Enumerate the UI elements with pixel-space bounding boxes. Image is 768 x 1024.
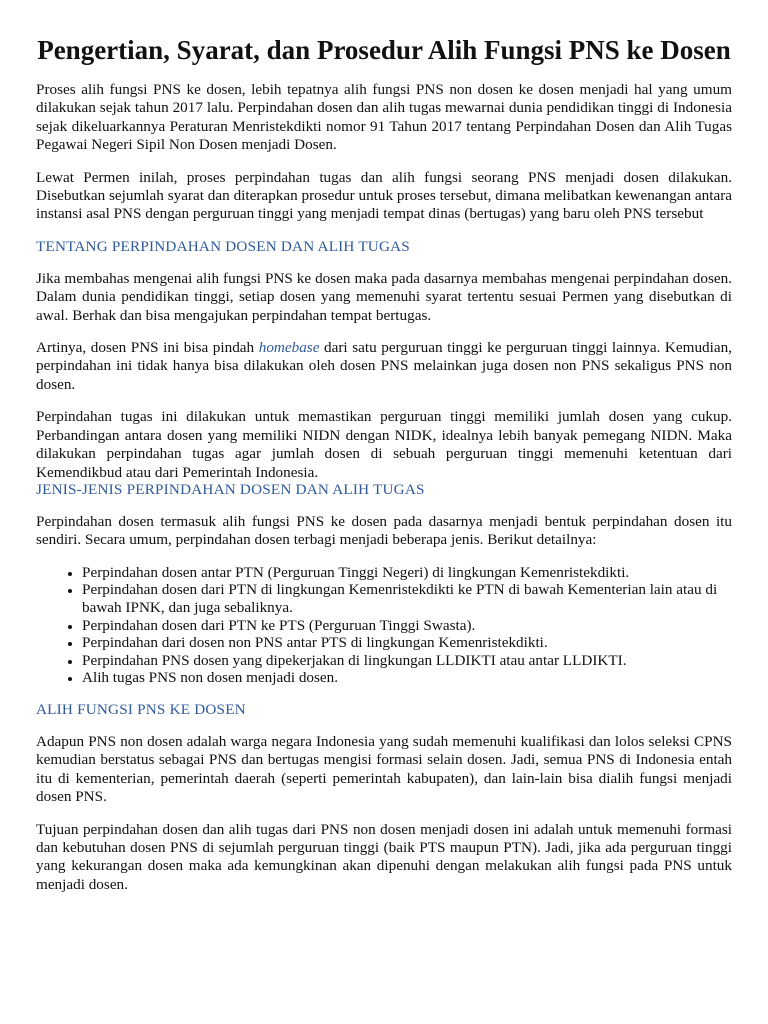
paragraph-permen: Lewat Permen inilah, proses perpindahan tugas dan alih fungsi seorang PNS menjadi dosen dilakukan. Disebutkan sejumlah syarat dan diterapkan prosedur untuk proses tersebut, dimana melibatkan kewenangan antara instansi asal PNS dengan perguruan tinggi yang menjadi tempat dinas (bertugas) yang baru oleh PNS tersebut — [36, 168, 732, 223]
paragraph-perpindahan: Jika membahas mengenai alih fungsi PNS ke dosen maka pada dasarnya membahas mengenai perpindahan dosen. Dalam dunia pendidikan tinggi, setiap dosen yang memenuhi syarat tertentu sesuai Permen yang disebutkan di awal. Berhak dan bisa mengajukan perpindahan tempat bertugas. — [36, 269, 732, 324]
list-item: • Perpindahan PNS dosen yang dipekerjakan di lingkungan LLDIKTI atau antar LLDIKTI. — [82, 652, 732, 670]
paragraph-tujuan-tugas: Perpindahan tugas ini dilakukan untuk memastikan perguruan tinggi memiliki jumlah dosen yang cukup. Perbandingan antara dosen yang memiliki NIDN dengan NIDK, idealnya lebih banyak pemegang NIDN. Maka dilakukan perpindahan tugas agar jumlah dosen di sebuah perguruan tinggi memenuhi ketentuan dari Kemendikbud atau dari Pemerintah Indonesia. — [36, 408, 732, 481]
section-heading-tentang: TENTANG PERPINDAHAN DOSEN DAN ALIH TUGAS — [36, 237, 410, 255]
section-heading-alih-fungsi: ALIH FUNGSI PNS KE DOSEN — [36, 700, 246, 718]
paragraph-tujuan-alih: Tujuan perpindahan dosen dan alih tugas dari PNS non dosen menjadi dosen ini adalah untuk memenuhi formasi dan kebutuhan dosen PNS di sejumlah perguruan tinggi (baik PTS maupun PTN). Jadi, jika ada perguruan tinggi yang kekurangan dosen maka ada kemungkinan akan dipenuhi dengan melakukan alih fungsi pada PNS untuk menjadi dosen. — [36, 820, 732, 893]
paragraph-jenis: Perpindahan dosen termasuk alih fungsi PNS ke dosen pada dasarnya menjadi bentuk perpindahan dosen itu sendiri. Secara umum, perpindahan dosen terbagi menjadi beberapa jenis. Berikut detailnya: — [36, 512, 732, 549]
homebase-text-after: dari satu perguruan tinggi ke perguruan tinggi lainnya. Kemudian, perpindahan ini tidak hanya bisa dilakukan oleh dosen PNS melainkan juga dosen non PNS sekaligus PNS non dosen. — [36, 339, 732, 393]
list-item: • Perpindahan dosen dari PTN di lingkungan Kemenristekdikti ke PTN di bawah Kementerian lain atau di bawah IPNK, dan juga sebaliknya. — [82, 581, 732, 616]
paragraph-homebase — [36, 339, 732, 394]
homebase-term: homebase — [258, 339, 320, 357]
page-title: Pengertian, Syarat, dan Prosedur Alih Fungsi PNS ke Dosen — [37, 35, 731, 65]
homebase-text-before: Artinya, dosen PNS ini bisa pindah — [36, 339, 259, 357]
list-item: • Perpindahan dosen dari PTN ke PTS (Perguruan Tinggi Swasta). — [82, 617, 732, 635]
jenis-list — [36, 564, 732, 687]
paragraph-intro: Proses alih fungsi PNS ke dosen, lebih tepatnya alih fungsi PNS non dosen ke dosen menjadi hal yang umum dilakukan sejak tahun 2017 lalu. Perpindahan dosen dan alih tugas mewarnai dunia pendidikan tinggi di Indonesia sejak dikeluarkannya Peraturan Menristekdikti nomor 91 Tahun 2017 tentang Perpindahan Dosen dan Alih Tugas Pegawai Negeri Sipil Non Dosen menjadi Dosen. — [36, 81, 732, 154]
section-heading-jenis: JENIS-JENIS PERPINDAHAN DOSEN DAN ALIH TUGAS — [36, 480, 425, 498]
list-item: • Perpindahan dari dosen non PNS antar PTS di lingkungan Kemenristekdikti. — [82, 634, 732, 652]
paragraph-pns-non-dosen: Adapun PNS non dosen adalah warga negara Indonesia yang sudah memenuhi kualifikasi dan lolos seleksi CPNS kemudian berstatus sebagai PNS dan bertugas mengisi formasi selain dosen. Jadi, semua PNS di Indonesia entah itu di kementerian, pemerintah daerah (seperti pemerintah kabupaten), dan lain-lain bisa dialih fungsi menjadi dosen PNS. — [36, 732, 732, 806]
list-item: • Alih tugas PNS non dosen menjadi dosen. — [82, 669, 732, 687]
list-item: • Perpindahan dosen antar PTN (Perguruan Tinggi Negeri) di lingkungan Kemenristekdikti. — [82, 564, 732, 582]
